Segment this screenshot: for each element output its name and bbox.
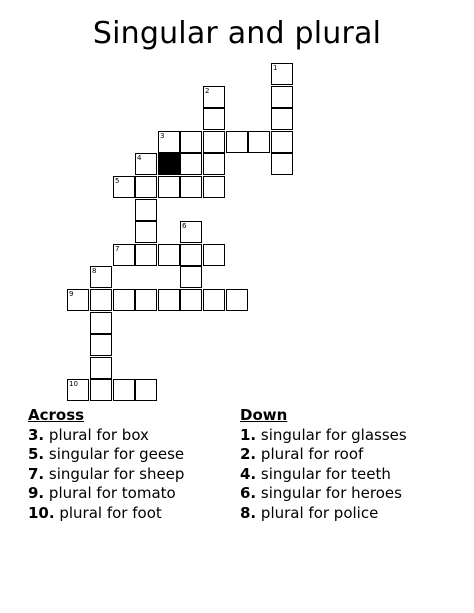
grid-cell[interactable]: [67, 379, 89, 401]
down-clue: 1. singular for glasses: [240, 425, 407, 444]
grid-cell[interactable]: [135, 379, 157, 401]
grid-cell[interactable]: [180, 244, 202, 266]
grid-cell[interactable]: [203, 153, 225, 175]
grid-cell[interactable]: [248, 131, 270, 153]
down-heading: Down: [240, 406, 288, 424]
page-title: Singular and plural: [92, 16, 382, 51]
grid-cell[interactable]: [203, 86, 225, 108]
grid-cell[interactable]: [158, 289, 180, 311]
grid-cell[interactable]: [135, 244, 157, 266]
clue-number: 5: [115, 177, 120, 185]
across-heading: Across: [28, 406, 85, 424]
grid-cell[interactable]: [203, 108, 225, 130]
clue-number: 7: [115, 245, 120, 253]
grid-cell[interactable]: [135, 199, 157, 221]
across-clue: 9. plural for tomato: [28, 484, 176, 503]
grid-cell[interactable]: [135, 153, 157, 175]
clue-number: 8: [92, 267, 97, 275]
grid-cell[interactable]: [158, 176, 180, 198]
grid-cell[interactable]: [90, 289, 112, 311]
grid-cell[interactable]: [67, 289, 89, 311]
grid-cell[interactable]: [90, 334, 112, 356]
grid-cell[interactable]: [271, 153, 293, 175]
down-clue: 2. plural for roof: [240, 445, 364, 464]
grid-cell[interactable]: [113, 176, 135, 198]
grid-cell[interactable]: [271, 131, 293, 153]
clue-number: 9: [69, 290, 74, 298]
across-clue: 3. plural for box: [28, 425, 149, 444]
grid-cell[interactable]: [180, 131, 202, 153]
across-clue: 7. singular for sheep: [28, 464, 185, 483]
grid-cell[interactable]: [203, 244, 225, 266]
grid-cell[interactable]: [113, 379, 135, 401]
grid-cell[interactable]: [180, 289, 202, 311]
grid-cell[interactable]: [113, 289, 135, 311]
across-clue: 10. plural for foot: [28, 503, 162, 522]
clue-number: 1: [273, 64, 278, 72]
grid-cell[interactable]: [180, 176, 202, 198]
across-clues: [28, 406, 184, 524]
across-clue: 5. singular for geese: [28, 445, 185, 464]
grid-cell[interactable]: [135, 289, 157, 311]
grid-cell[interactable]: [90, 379, 112, 401]
grid-cell[interactable]: [90, 312, 112, 334]
grid-cell[interactable]: [158, 244, 180, 266]
grid-cell[interactable]: [90, 357, 112, 379]
clue-number: 10: [69, 380, 78, 388]
grid-cell[interactable]: [90, 266, 112, 288]
down-clue: 8. plural for police: [240, 503, 379, 522]
grid-cell[interactable]: [180, 153, 202, 175]
black-square: [158, 153, 180, 175]
grid-cell[interactable]: [203, 131, 225, 153]
grid-cell[interactable]: [203, 289, 225, 311]
down-clue: 4. singular for teeth: [240, 464, 391, 483]
grid-cell[interactable]: [180, 266, 202, 288]
grid-cell[interactable]: [135, 221, 157, 243]
grid-cell[interactable]: [203, 176, 225, 198]
clue-number: 6: [182, 222, 187, 230]
down-clues: [240, 406, 407, 524]
grid-cell[interactable]: [226, 289, 248, 311]
grid-cell[interactable]: [271, 86, 293, 108]
grid-cell[interactable]: [113, 244, 135, 266]
grid-cell[interactable]: [226, 131, 248, 153]
grid-cell[interactable]: [180, 221, 202, 243]
down-clue: 6. singular for heroes: [240, 484, 402, 503]
grid-cell[interactable]: [271, 108, 293, 130]
grid-cell[interactable]: [271, 63, 293, 85]
clue-number: 2: [205, 87, 210, 95]
grid-cell[interactable]: [158, 131, 180, 153]
grid-cell[interactable]: [135, 176, 157, 198]
clue-number: 4: [137, 154, 142, 162]
clue-number: 3: [160, 132, 165, 140]
